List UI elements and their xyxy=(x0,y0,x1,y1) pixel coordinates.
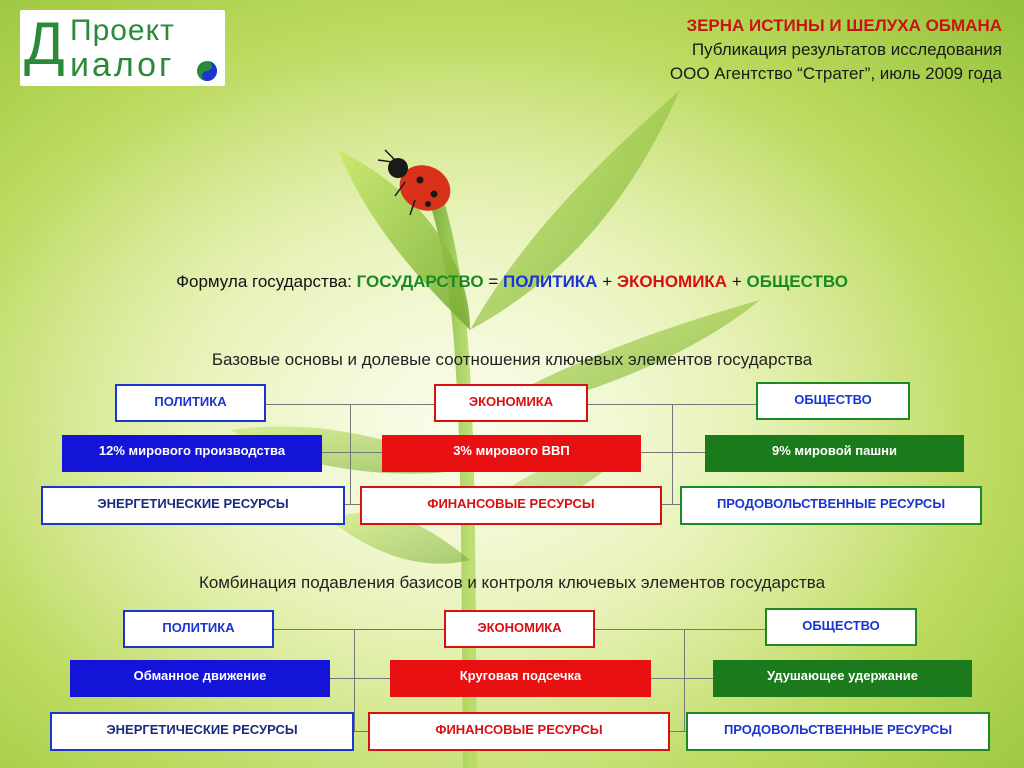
s1-food-resources: ПРОДОВОЛЬСТВЕННЫЕ РЕСУРСЫ xyxy=(680,486,982,525)
connector xyxy=(595,629,765,630)
formula-economics: ЭКОНОМИКА xyxy=(616,272,728,291)
connector xyxy=(354,731,368,732)
formula-society: ОБЩЕСТВО xyxy=(746,272,848,291)
connector xyxy=(345,504,360,505)
s1-society-share: 9% мировой пашни xyxy=(705,435,964,472)
s1-finance-resources: ФИНАНСОВЫЕ РЕСУРСЫ xyxy=(360,486,662,525)
s2-politics-method: Обманное движение xyxy=(70,660,330,697)
formula-prefix: Формула государства: xyxy=(176,272,352,291)
header-subtitle: Публикация результатов исследования xyxy=(691,40,1002,59)
s2-food-resources: ПРОДОВОЛЬСТВЕННЫЕ РЕСУРСЫ xyxy=(686,712,990,751)
header-source: ООО Агентство “Стратег”, июль 2009 года xyxy=(669,64,1002,83)
connector xyxy=(641,452,705,453)
formula-politics: ПОЛИТИКА xyxy=(503,272,598,291)
formula-state: ГОСУДАРСТВО xyxy=(356,272,484,291)
connector xyxy=(672,404,673,504)
s2-society-method: Удушающее удержание xyxy=(713,660,972,697)
s1-energy-resources: ЭНЕРГЕТИЧЕСКИЕ РЕСУРСЫ xyxy=(41,486,345,525)
formula-plus1: + xyxy=(602,272,613,291)
header xyxy=(670,14,1002,86)
s1-economics-share: 3% мирового ВВП xyxy=(382,435,641,472)
formula-eq: = xyxy=(488,272,499,291)
section2-title: Комбинация подавления базисов и контроля ключевых элементов государства xyxy=(198,573,826,592)
s1-economics-box: ЭКОНОМИКА xyxy=(434,384,588,422)
connector xyxy=(274,629,444,630)
s2-economics-box: ЭКОНОМИКА xyxy=(444,610,595,648)
s1-politics-share: 12% мирового производства xyxy=(62,435,322,472)
yin-yang-icon xyxy=(196,60,218,82)
section1-title: Базовые основы и долевые соотношения ключевых элементов государства xyxy=(211,350,813,369)
s2-energy-resources: ЭНЕРГЕТИЧЕСКИЕ РЕСУРСЫ xyxy=(50,712,354,751)
connector xyxy=(684,629,685,731)
logo-line1: Проект xyxy=(70,14,175,47)
s1-society-box: ОБЩЕСТВО xyxy=(756,382,910,420)
logo xyxy=(20,10,225,86)
connector xyxy=(322,452,382,453)
s2-society-box: ОБЩЕСТВО xyxy=(765,608,917,646)
s2-politics-box: ПОЛИТИКА xyxy=(123,610,274,648)
s2-finance-resources: ФИНАНСОВЫЕ РЕСУРСЫ xyxy=(368,712,670,751)
connector xyxy=(354,629,355,731)
connector xyxy=(350,404,351,504)
connector xyxy=(651,678,713,679)
s2-economics-method: Круговая подсечка xyxy=(390,660,651,697)
connector xyxy=(662,504,680,505)
s1-politics-box: ПОЛИТИКА xyxy=(115,384,266,422)
connector xyxy=(330,678,390,679)
state-formula xyxy=(0,272,1024,292)
logo-letter: Д xyxy=(24,10,65,77)
formula-plus2: + xyxy=(731,272,742,291)
connector xyxy=(670,731,686,732)
header-title: ЗЕРНА ИСТИНЫ И ШЕЛУХА ОБМАНА xyxy=(686,16,1002,35)
logo-line2: иалог xyxy=(70,46,175,84)
